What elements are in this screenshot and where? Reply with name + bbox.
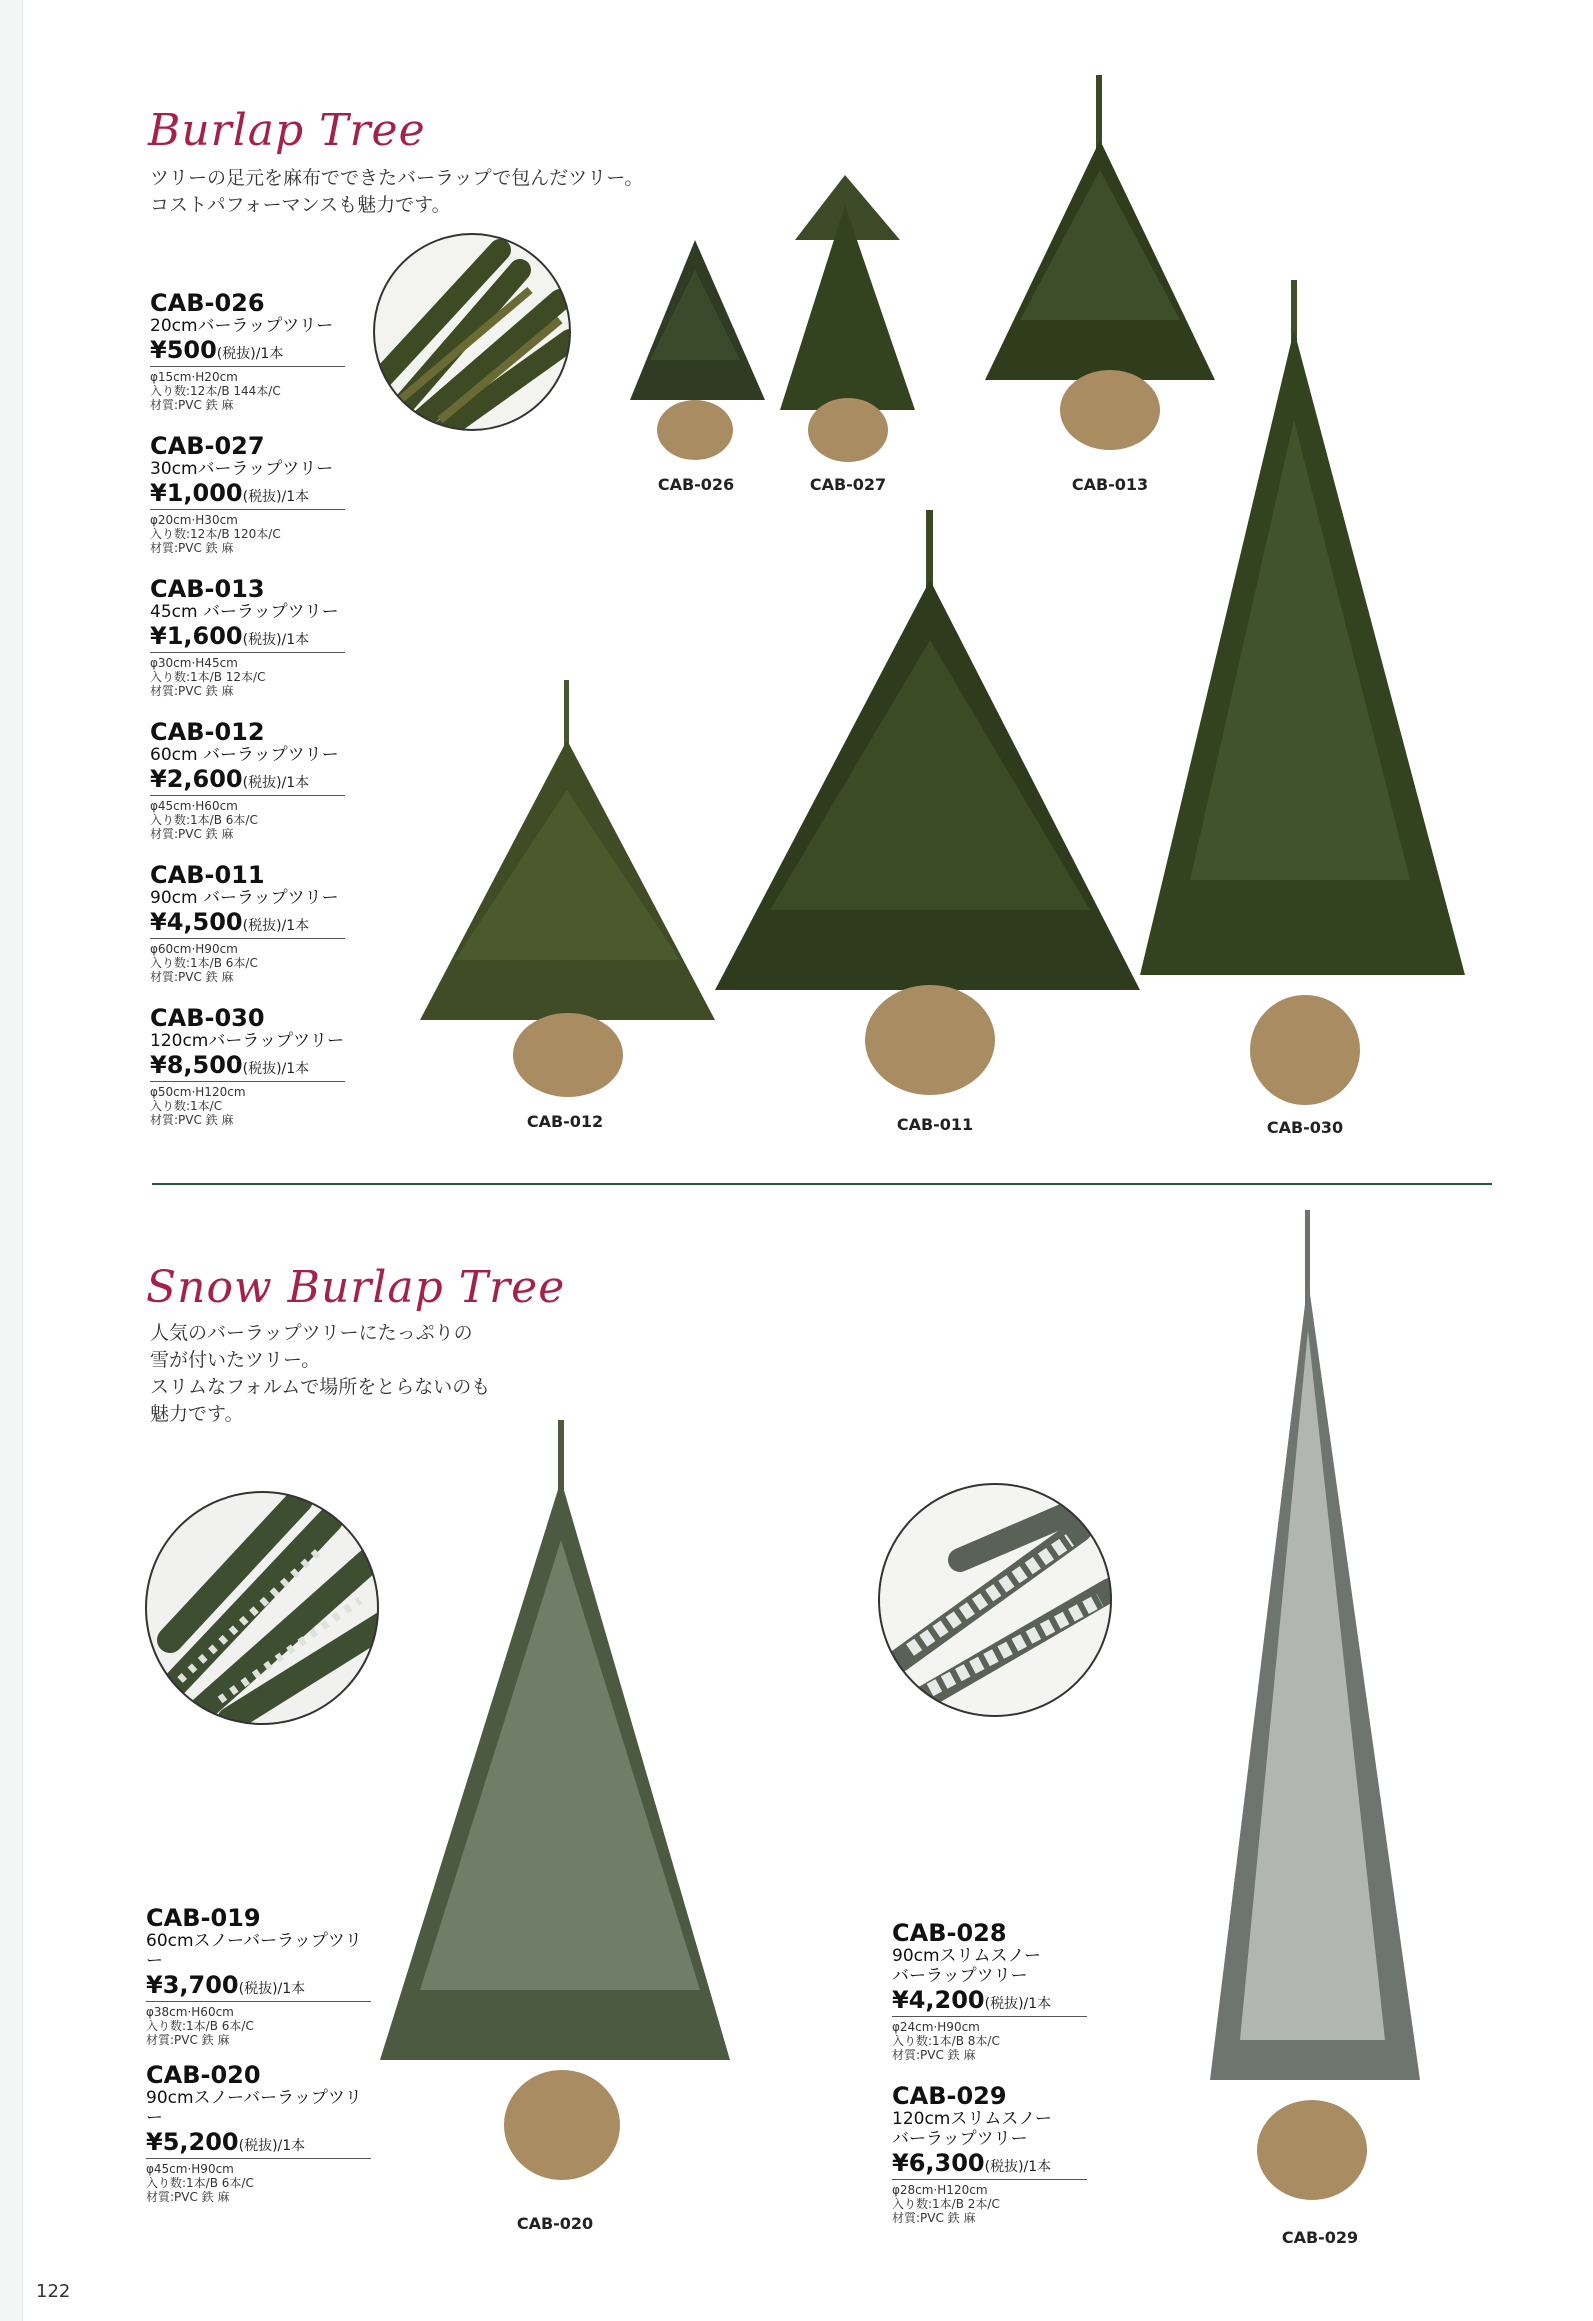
- product-qty: 入り数:1本/B 2本/C: [892, 2197, 1000, 2211]
- product-price: ¥5,200: [146, 2128, 239, 2156]
- tax-note: (税抜)/1本: [216, 346, 284, 362]
- product-material: 材質:PVC 鉄 麻: [150, 398, 234, 412]
- product-name: 45cm バーラップツリー: [150, 602, 339, 622]
- tree-cab-011: [715, 510, 1140, 1095]
- product-material: 材質:PVC 鉄 麻: [146, 2033, 230, 2047]
- product-code: CAB-028: [892, 1919, 1007, 1947]
- product-name: 30cmバーラップツリー: [150, 459, 334, 479]
- tree-cab-020: [380, 1420, 730, 2180]
- product-code: CAB-027: [150, 432, 265, 460]
- caption-cab-013: CAB-013: [1071, 475, 1149, 494]
- burlap-intro: ツリーの足元を麻布でできたバーラップで包んだツリー。 コストパフォーマンスも魅力です。: [150, 167, 644, 216]
- burlap-detail-circle: [370, 230, 580, 440]
- product-material: 材質:PVC 鉄 麻: [892, 2211, 976, 2225]
- product-material: 材質:PVC 鉄 麻: [150, 1113, 234, 1127]
- product-qty: 入り数:1本/B 6本/C: [146, 2176, 254, 2190]
- product-size: φ50cm·H120cm: [150, 1085, 246, 1099]
- tree-cab-012: [420, 680, 715, 1097]
- burlap-section-title: Burlap Tree: [148, 105, 426, 156]
- section-divider: [152, 1183, 1492, 1185]
- snow-detail-circle-right: [875, 1480, 1125, 1720]
- tree-cab-013: [985, 75, 1215, 450]
- product-name: 90cm バーラップツリー: [150, 888, 339, 908]
- tax-note: (税抜)/1本: [242, 632, 310, 648]
- spec-cab-019: [146, 1905, 371, 2047]
- tax-note: (税抜)/1本: [242, 489, 310, 505]
- page-number: 122: [36, 2281, 71, 2302]
- tax-note: (税抜)/1本: [984, 1996, 1052, 2012]
- product-material: 材質:PVC 鉄 麻: [150, 970, 234, 984]
- caption-cab-020: CAB-020: [516, 2214, 594, 2233]
- spec-cab-028: [892, 1920, 1087, 2062]
- product-code: CAB-029: [892, 2082, 1007, 2110]
- product-code: CAB-012: [150, 718, 265, 746]
- product-price: ¥4,500: [150, 908, 243, 936]
- product-price: ¥6,300: [892, 2149, 985, 2177]
- product-qty: 入り数:1本/B 8本/C: [892, 2034, 1000, 2048]
- product-size: φ24cm·H90cm: [892, 2020, 980, 2034]
- product-price: ¥8,500: [150, 1051, 243, 1079]
- product-qty: 入り数:12本/B 144本/C: [150, 384, 281, 398]
- product-qty: 入り数:1本/B 12本/C: [150, 670, 266, 684]
- product-name: 120cmスリムスノー バーラップツリー: [892, 2109, 1052, 2149]
- product-code: CAB-011: [150, 861, 265, 889]
- product-size: φ38cm·H60cm: [146, 2005, 234, 2019]
- caption-cab-027: CAB-027: [809, 475, 887, 494]
- product-material: 材質:PVC 鉄 麻: [892, 2048, 976, 2062]
- caption-cab-030: CAB-030: [1266, 1118, 1344, 1137]
- tax-note: (税抜)/1本: [984, 2159, 1052, 2175]
- product-material: 材質:PVC 鉄 麻: [150, 684, 234, 698]
- tax-note: (税抜)/1本: [242, 918, 310, 934]
- product-material: 材質:PVC 鉄 麻: [150, 827, 234, 841]
- caption-cab-012: CAB-012: [526, 1112, 604, 1131]
- product-name: 90cmスリムスノー バーラップツリー: [892, 1946, 1042, 1986]
- caption-cab-011: CAB-011: [896, 1115, 974, 1134]
- product-qty: 入り数:1本/B 6本/C: [150, 956, 258, 970]
- spec-cab-026: [150, 290, 345, 412]
- spec-cab-029: [892, 2083, 1087, 2225]
- product-code: CAB-020: [146, 2061, 261, 2089]
- product-size: φ20cm·H30cm: [150, 513, 238, 527]
- product-code: CAB-019: [146, 1904, 261, 1932]
- product-price: ¥3,700: [146, 1971, 239, 1999]
- product-size: φ30cm·H45cm: [150, 656, 238, 670]
- product-qty: 入り数:1本/B 6本/C: [150, 813, 258, 827]
- product-size: φ45cm·H60cm: [150, 799, 238, 813]
- product-name: 120cmバーラップツリー: [150, 1031, 345, 1051]
- spec-cab-030: [150, 1005, 345, 1127]
- spec-cab-013: [150, 576, 345, 698]
- product-qty: 入り数:1本/C: [150, 1099, 223, 1113]
- product-name: 60cmスノーバーラップツリー: [146, 1931, 362, 1971]
- tree-cab-026: [630, 240, 765, 460]
- snow-intro: 人気のバーラップツリーにたっぷりの 雪が付いたツリー。 スリムなフォルムで場所をとらないのも 魅力です。: [150, 1322, 491, 1425]
- product-material: 材質:PVC 鉄 麻: [150, 541, 234, 555]
- product-price: ¥500: [150, 336, 217, 364]
- product-price: ¥2,600: [150, 765, 243, 793]
- product-size: φ15cm·H20cm: [150, 370, 238, 384]
- spec-cab-012: [150, 719, 345, 841]
- product-material: 材質:PVC 鉄 麻: [146, 2190, 230, 2204]
- tree-cab-029: [1210, 1210, 1420, 2200]
- product-name: 20cmバーラップツリー: [150, 316, 334, 336]
- snow-section-title: Snow Burlap Tree: [146, 1262, 566, 1313]
- tax-note: (税抜)/1本: [242, 775, 310, 791]
- product-qty: 入り数:12本/B 120本/C: [150, 527, 281, 541]
- product-code: CAB-013: [150, 575, 265, 603]
- tree-cab-030: [1140, 280, 1465, 1105]
- product-size: φ45cm·H90cm: [146, 2162, 234, 2176]
- product-code: CAB-026: [150, 289, 265, 317]
- spec-cab-020: [146, 2062, 371, 2204]
- caption-cab-029: CAB-029: [1281, 2228, 1359, 2247]
- product-price: ¥4,200: [892, 1986, 985, 2014]
- product-code: CAB-030: [150, 1004, 265, 1032]
- tree-cab-027: [780, 175, 915, 462]
- spec-cab-011: [150, 862, 345, 984]
- product-name: 60cm バーラップツリー: [150, 745, 339, 765]
- product-size: φ60cm·H90cm: [150, 942, 238, 956]
- product-qty: 入り数:1本/B 6本/C: [146, 2019, 254, 2033]
- product-price: ¥1,600: [150, 622, 243, 650]
- tax-note: (税抜)/1本: [238, 1981, 306, 1997]
- product-name: 90cmスノーバーラップツリー: [146, 2088, 362, 2128]
- tax-note: (税抜)/1本: [238, 2138, 306, 2154]
- snow-detail-circle-left: [140, 1490, 390, 1730]
- tax-note: (税抜)/1本: [242, 1061, 310, 1077]
- caption-cab-026: CAB-026: [657, 475, 735, 494]
- spec-cab-027: [150, 433, 345, 555]
- product-size: φ28cm·H120cm: [892, 2183, 988, 2197]
- product-price: ¥1,000: [150, 479, 243, 507]
